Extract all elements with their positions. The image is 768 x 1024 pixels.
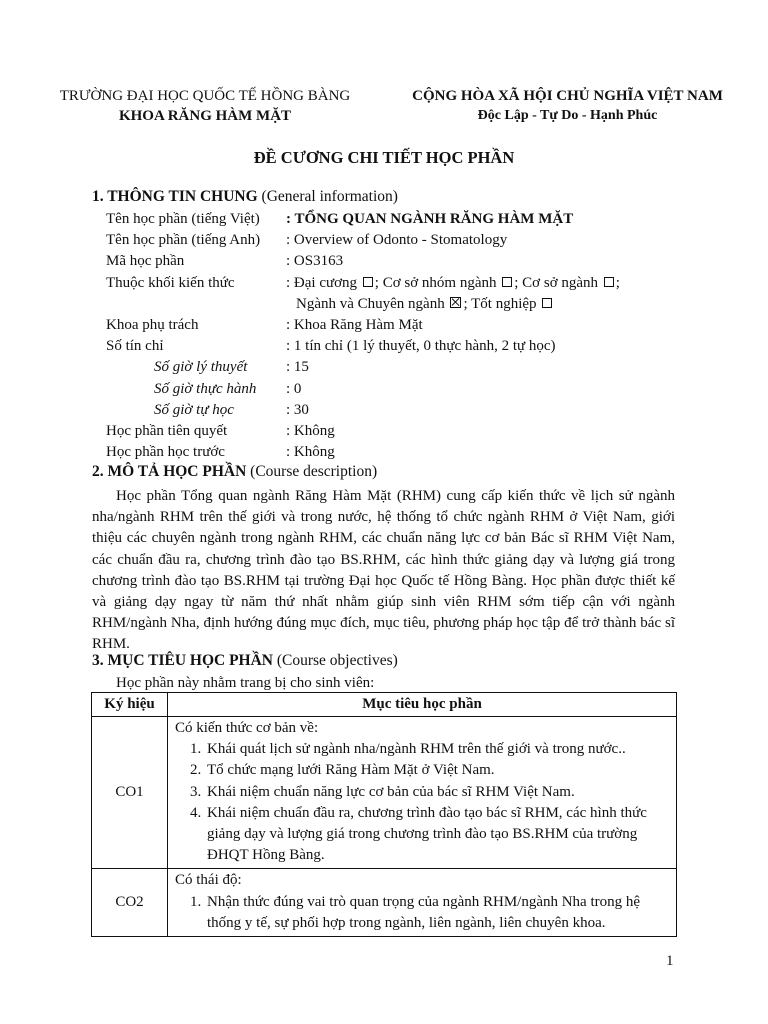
option-graduation: ; Tốt nghiệp (463, 295, 537, 312)
list-item: 3. Khái niệm chuẩn năng lực cơ bản của bác sĩ RHM Việt Nam. (205, 782, 670, 803)
objective-intro: Có thái độ: (175, 872, 242, 889)
institution-header (40, 86, 370, 126)
option-major-base: ; Cơ sở ngành (514, 274, 599, 291)
objective-content (168, 869, 677, 937)
national-title: CỘNG HÒA XÃ HỘI CHỦ NGHĨA VIỆT NAM (412, 88, 723, 104)
option-major-base-end: ; (615, 274, 620, 291)
hours-key: Số giờ tự học (154, 401, 234, 418)
option-general: : Đại cương (286, 274, 358, 291)
info-key: Tên học phần (tiếng Việt) (106, 211, 260, 227)
objective-intro: Có kiến thức cơ bản về: (175, 720, 319, 736)
table-row (92, 869, 677, 937)
hours-key: Số giờ thực hành (154, 380, 257, 397)
info-key: Học phần tiên quyết (106, 423, 228, 440)
option-group-base: ; Cơ sở nhóm ngành (374, 274, 497, 291)
university-name: TRƯỜNG ĐẠI HỌC QUỐC TẾ HỒNG BÀNG (59, 88, 351, 104)
list-item: 1. Nhận thức đúng vai trò quan trọng của ngành RHM/ngành Nha trong hệ thống y tế, sự phối hợp trong ngành, liên ngành, liên chuyên khoa. (205, 892, 670, 934)
national-header (395, 86, 740, 126)
option-specialization: Ngành và Chuyên ngành (296, 295, 445, 312)
table-row (92, 717, 677, 869)
objective-list (205, 892, 670, 934)
info-key: Tên học phần (tiếng Anh) (106, 232, 261, 249)
section-3-heading-rest: (Course objectives) (272, 652, 398, 669)
page-number: 1 (666, 953, 674, 969)
hours-key: Số giờ lý thuyết (154, 359, 248, 376)
info-value: : 1 tín chỉ (1 lý thuyết, 0 thực hành, 2 tự học) (286, 338, 556, 355)
checked-checkbox-icon (450, 297, 461, 308)
info-value: : Không (286, 444, 335, 461)
objectives-lead: Học phần này nhằm trang bị cho sinh viên: (116, 675, 375, 691)
info-key: Khoa phụ trách (106, 317, 199, 334)
section-1-heading-rest: (General information) (257, 188, 398, 205)
section-1-heading-bold: 1. THÔNG TIN CHUNG (92, 188, 258, 205)
info-row (106, 315, 686, 336)
section-3-heading (92, 650, 398, 671)
section-2-heading-rest: (Course description) (246, 463, 378, 480)
info-row (106, 336, 686, 357)
objective-code: CO1 (92, 717, 168, 869)
info-row (106, 251, 686, 272)
info-value: : Overview of Odonto - Stomatology (286, 232, 508, 249)
hours-value: : 15 (286, 359, 309, 376)
hours-row (106, 357, 686, 378)
info-value: : Khoa Răng Hàm Mặt (286, 317, 423, 334)
section-2-heading (92, 461, 377, 482)
info-row (106, 209, 686, 230)
empty-checkbox-icon (604, 277, 614, 287)
knowledge-options (286, 273, 686, 315)
objectives-table (91, 692, 677, 937)
national-motto: Độc Lập - Tự Do - Hạnh Phúc (477, 108, 658, 123)
info-key: Mã học phần (106, 253, 185, 270)
info-value: : OS3163 (286, 253, 344, 270)
info-row (106, 230, 686, 251)
objective-content (168, 717, 677, 869)
list-item: 2. Tổ chức mạng lưới Răng Hàm Mặt ở Việt Nam. (205, 760, 670, 781)
hours-value: : 30 (286, 401, 309, 418)
section-3-heading-bold: 3. MỤC TIÊU HỌC PHẦN (92, 652, 273, 669)
section-1-heading (92, 186, 398, 207)
empty-checkbox-icon (363, 277, 373, 287)
info-row (106, 421, 686, 442)
empty-checkbox-icon (502, 277, 512, 287)
info-key: Thuộc khối kiến thức (106, 274, 235, 291)
objective-code: CO2 (92, 869, 168, 937)
column-header-code: Ký hiệu (92, 693, 168, 717)
list-item: 4. Khái niệm chuẩn đầu ra, chương trình đào tạo bác sĩ RHM, các hình thức giảng dạy và lượng giá trong chương trình đào tạo BS.RHM của trường ĐHQT Hồng Bàng. (205, 803, 670, 867)
info-value: : Không (286, 423, 335, 440)
info-key: Học phần học trước (106, 444, 225, 461)
hours-row (106, 379, 686, 400)
hours-row (106, 400, 686, 421)
faculty-name: KHOA RĂNG HÀM MẶT (118, 108, 292, 124)
hours-value: : 0 (286, 380, 302, 397)
column-header-objective: Mục tiêu học phần (168, 693, 677, 717)
info-key: Số tín chỉ (106, 338, 164, 355)
course-description: Học phần Tổng quan ngành Răng Hàm Mặt (RHM) cung cấp kiến thức về lịch sử ngành nha/ngành RHM trên thế giới và trong nước, hệ thống tổ chức ngành RHM ở Việt Nam, giới thiệu các chuyên ngành trong ngành RHM, các chuẩn năng lực cơ bản Bác sĩ RHM Việt Nam, các chuẩn đầu ra, chương trình đào tạo BS.RHM, các hình thức giảng dạy và lượng giá trong chương trình đào tạo BS.RHM tại trường Đại học Quốc tế Hồng Bàng. Học phần được thiết kế và giảng dạy ngay từ năm thứ nhất nhằm giúp sinh viên RHM sớm tiếp cận với ngành RHM/ngành Nha, định hướng đúng mục đích, mục tiêu, phương pháp học tập để trở thành bác sĩ RHM. (92, 488, 675, 653)
knowledge-row (106, 273, 686, 315)
objective-list (205, 739, 670, 866)
empty-checkbox-icon (542, 298, 552, 308)
table-header-row (92, 693, 677, 717)
general-info (106, 209, 686, 463)
section-2-heading-bold: 2. MÔ TẢ HỌC PHẦN (92, 463, 247, 480)
list-item: 1. Khái quát lịch sử ngành nha/ngành RHM trên thế giới và trong nước.. (205, 739, 670, 760)
info-value: : TỔNG QUAN NGÀNH RĂNG HÀM MẶT (286, 211, 574, 227)
document-title: ĐỀ CƯƠNG CHI TIẾT HỌC PHẦN (253, 148, 515, 167)
